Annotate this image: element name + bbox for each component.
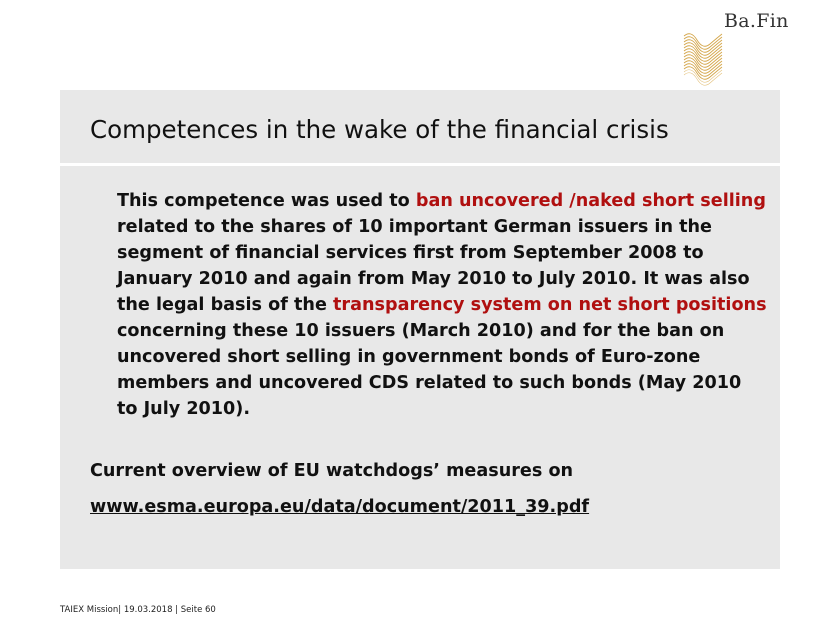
body-text-3: concerning these 10 issuers (March 2010) and for the ban on uncovered short selling in government bonds of Euro-zone members and uncovered CDS related to such bonds (May 2010 to July 2010).	[117, 321, 742, 419]
slide-title: Competences in the wake of the financial crisis	[90, 115, 669, 144]
body-text-2: related to the shares of 10 important German issuers in the segment of financial services first from September 2008 to January 2010 and again from May 2010 to July 2010. It was also the legal basis of the	[117, 217, 750, 315]
body-paragraph	[117, 188, 767, 422]
bafin-wave-logo-icon	[683, 26, 723, 86]
esma-document-link[interactable]: www.esma.europa.eu/data/document/2011_39.pdf	[90, 497, 590, 517]
overview-text: Current overview of EU watchdogs’ measures on	[90, 461, 574, 481]
body-text-1: This competence was used to	[117, 191, 416, 211]
bafin-logo-text: Ba.Fin	[724, 10, 789, 32]
highlight-transparency-system: transparency system on net short positions	[333, 295, 767, 315]
footer-text: TAIEX Mission| 19.03.2018 | Seite 60	[60, 605, 216, 615]
highlight-short-selling-ban: ban uncovered /naked short selling	[415, 191, 766, 211]
